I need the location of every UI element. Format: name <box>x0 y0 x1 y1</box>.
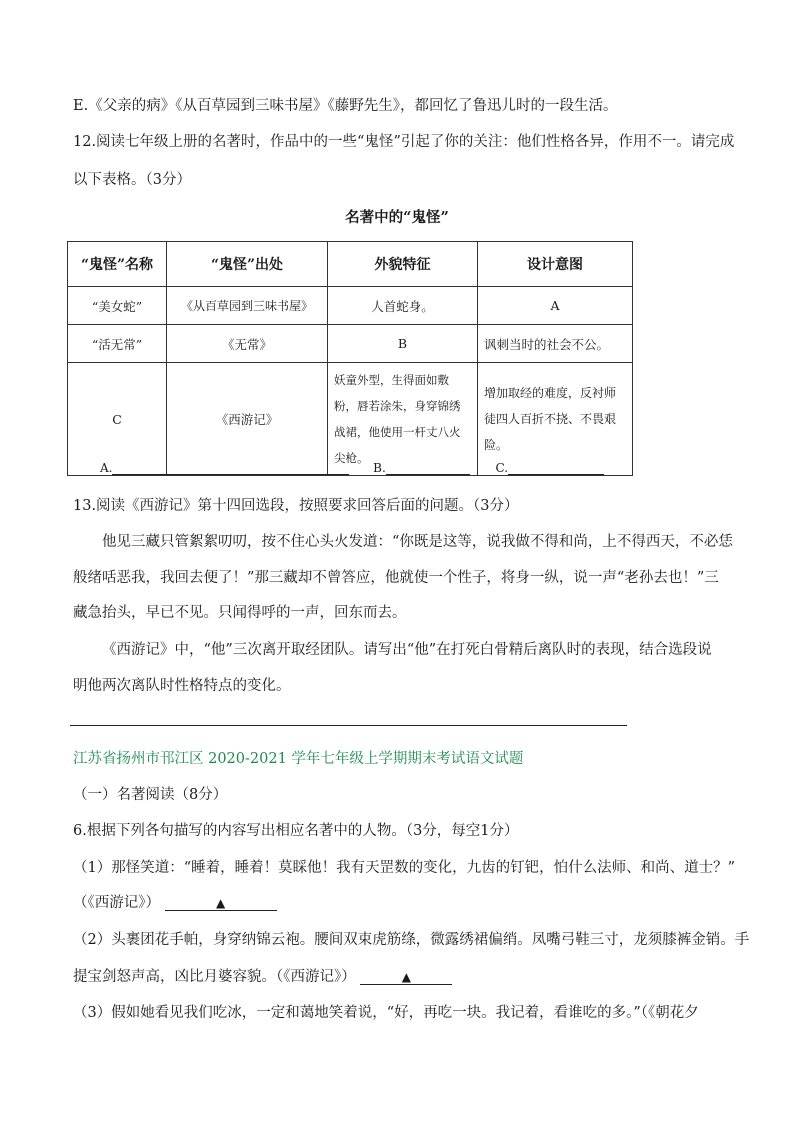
q6-item3-line1: （3）假如她看见我们吃冰，一定和蔼地笑着说，“好，再吃一块。我记着，看谁吃的多。”（《朝花夕 <box>73 1005 699 1021</box>
q6-item2-line1: （2）头裹团花手帕，身穿纳锦云袍。腰间双束虎筋绦，微露绣裙偏绡。凤嘴弓鞋三寸，龙须膝裤金销。手 <box>73 932 750 948</box>
table-row <box>68 325 633 363</box>
answer-label-c: C. <box>495 461 509 475</box>
table-cell: “活无常” <box>68 325 167 363</box>
table-row <box>68 287 633 325</box>
table-cell: B <box>328 325 478 363</box>
table-cell: 妖童外型，生得面如敷粉，唇若涂朱，身穿锦绣战裙，他使用一杆丈八火尖枪。 <box>328 363 478 476</box>
q6-item2-line2 <box>73 967 734 987</box>
answer-c-line[interactable] <box>508 462 604 475</box>
q12-line2: 以下表格。（3分） <box>73 172 191 188</box>
answer-lines <box>100 461 604 475</box>
q13-para1-line2: 般绪咶恶我，我回去便了！”那三藏却不曾答应，他就使一个性子，将身一纵，说一声“老孙去也！”三 <box>73 570 719 586</box>
answer-a-line[interactable] <box>112 462 349 475</box>
table-header-row <box>68 242 633 287</box>
q13-para2-line1: 《西游记》中，“他”三次离开取经团队。请写出“他”在打死白骨精后离队时的表现，结合选段说 <box>102 642 712 658</box>
q6-item2-blank[interactable]: ▲ <box>360 970 452 985</box>
q13-para1-line1: 他见三藏只管絮絮叨叨，按不住心头火发道：“你既是这等，说我做不得和尚，上不得西天，不必恁 <box>102 534 733 550</box>
table-cell: C <box>68 363 167 476</box>
answer-label-a: A. <box>100 461 113 475</box>
section-part: （一）名著阅读（8分） <box>73 787 228 803</box>
table-cell: 讽刺当时的社会不公。 <box>478 325 633 363</box>
exam-heading: 江苏省扬州市邗江区 2020-2021 学年七年级上学期期末考试语文试题 <box>73 751 524 767</box>
answer-b-line[interactable] <box>386 462 470 475</box>
table-cell: 增加取经的难度，反衬师徒四人百折不挠、不畏艰险。 <box>478 363 633 476</box>
ghost-table <box>67 241 633 476</box>
header-cell: 外貌特征 <box>328 242 478 287</box>
q13-para2-line2: 明他两次离队时性格特点的变化。 <box>73 678 291 694</box>
q6-item1-source: （《西游记》） <box>73 895 160 911</box>
header-cell: 设计意图 <box>478 242 633 287</box>
header-cell: “鬼怪”名称 <box>68 242 167 287</box>
q6-item1-blank[interactable]: ▲ <box>165 896 277 911</box>
answer-rule[interactable] <box>70 725 627 726</box>
table-row <box>68 363 633 476</box>
q13-line1: 13.阅读《西游记》第十四回选段，按照要求回答后面的问题。（3分） <box>73 498 519 514</box>
table-cell: 《西游记》 <box>167 363 328 476</box>
q6-item2-source: 提宝剑怒声高，凶比月婆容貌。（《西游记》） <box>73 969 356 985</box>
header-cell: “鬼怪”出处 <box>167 242 328 287</box>
table-cell: A <box>478 287 633 325</box>
q6-item1-line2 <box>73 893 734 913</box>
table-cell: 《从百草园到三味书屋》 <box>167 287 328 325</box>
answer-label-b: B. <box>373 461 386 475</box>
q13-para1-line3: 藏急抬头，早已不见。只闻得呼的一声，回东而去。 <box>73 605 407 621</box>
table-cell: 《无常》 <box>167 325 328 363</box>
item-e: E.《父亲的病》《从百草园到三味书屋》《藤野先生》，都回忆了鲁迅儿时的一段生活。 <box>73 98 618 114</box>
q6-prompt: 6.根据下列各句描写的内容写出相应名著中的人物。（3分，每空1分） <box>73 823 519 839</box>
q6-item1-line1: （1）那怪笑道：“睡着，睡着！莫睬他！我有天罡数的变化，九齿的钉钯，怕什么法师、和尚、道士？” <box>73 860 736 876</box>
table-cell: “美女蛇” <box>68 287 167 325</box>
q12-line1: 12.阅读七年级上册的名著时，作品中的一些“鬼怪”引起了你的关注：他们性格各异，作用不一。请完成 <box>73 134 735 150</box>
table-caption: 名著中的“鬼怪” <box>345 209 449 226</box>
table-cell: 人首蛇身。 <box>328 287 478 325</box>
